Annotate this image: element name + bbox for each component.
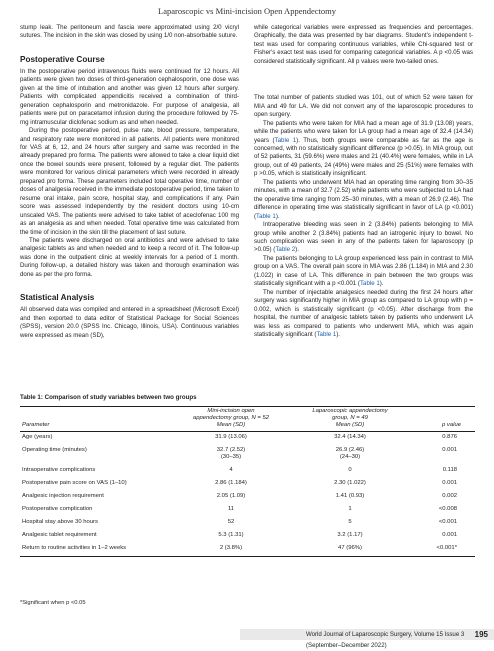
cell-parameter: Analgesic injection requirement — [22, 493, 104, 499]
paragraph: while categorical variables were expressed as frequencies and percentages. Graphically, the data was presented by bar diagrams. Student's independent t-test was used for comparing continuous variables, while Chi-squared test or Fisher's exact test was used for comparing categorical variables. A p <0.05 was considered statistically significant. All p values were two-tailed ones. — [254, 24, 473, 65]
cell-la: 26.9 (2.46) (24–30) — [335, 447, 365, 460]
table-row — [20, 491, 475, 504]
header-mia: Mini-incision open appendectomy group, N = 52 Mean (SD) — [192, 408, 270, 428]
cell-mia: 5.3 (1.31) — [218, 532, 244, 538]
section-heading-statistical-analysis: Statistical Analysis — [20, 293, 95, 303]
paragraph: Intraoperative bleeding was seen in 2 (3.84%) patients belonging to MIA group while another 2 (3.84%) patients had an iatrogenic injury to bowel. No such complication was seen in any of the patients taken for laparoscopy (p >0.05) (Table 2). — [254, 221, 473, 254]
paragraph: During the postoperative period, pulse rate, blood pressure, temperature, and respiratory rate were monitored in all patients. All patients were monitored for VAS at 6, 12, and 24 hours after surgery and same was recorded in the already prepared pro forma. The patients were allowed to take a clear liquid diet once the bowel sounds were present, followed by a regular diet. The patients were monitored for various clinical parameters which were recorded in already prepared pro forma. These parameters included total operative time, number of doses of analgesia received in the immediate postoperative period, time taken to resume oral intake, pain score, hospital stay, and complications if any. Pain score was assessed independently by the resident doctors using 10-cm unscaled VAS. The patients were advised to take tablet of aceclofenac 100 mg as an analgesia as and when needed. Total operative time was calculated from the time of incision in the skin till the placement of last suture. — [20, 127, 239, 236]
left-column — [20, 24, 239, 340]
cell-mia: 32.7 (2.52) (30–35) — [216, 447, 246, 460]
cell-mia: 2.86 (1.184) — [215, 480, 247, 486]
cell-la: 3.2 (1.17) — [337, 532, 363, 538]
cell-la: 0 — [348, 467, 352, 473]
cell-parameter: Hospital stay above 30 hours — [22, 519, 98, 525]
cell-parameter: Postoperative pain score on VAS (1–10) — [22, 480, 127, 486]
cell-la: 5 — [348, 519, 352, 525]
cell-mia: 31.9 (13.06) — [215, 434, 247, 440]
paragraph: The patients who were taken for MIA had a mean age of 31.9 (13.08) years, while the patients who were taken for LA group had a mean age of 32.4 (14.34) years (Table 1). Thus, both groups were comparable as far as the age is concerned, with no statistically significant difference (p >0.05). In MIA group, out of 52 patients, 31 (59.6%) were males and 21 (40.4%) were females, while in LA group, out of 49 patients, 24 (49%) were males and 25 (51%) were females with p >0.05, which is statistically insignificant. — [254, 119, 473, 178]
paragraph: The patients were discharged on oral antibiotics and were advised to take analgesic tablets as and when needed and to keep a record of it. The follow-up was done in the outpatient clinic at weekly intervals for a period of 1 month. During follow-up, a detailed history was taken and thorough examination was done as per the pro forma. — [20, 236, 239, 278]
table-1-link[interactable]: Table 1 — [274, 136, 297, 144]
cell-parameter: Operating time (minutes) — [22, 447, 87, 453]
cell-la: 1 — [348, 506, 352, 512]
table-row — [20, 517, 475, 530]
table-2-link[interactable]: Table 2 — [275, 246, 296, 254]
table-row — [20, 504, 475, 517]
cell-p-value: 0.876 — [442, 434, 457, 440]
header-la: Laparoscopic appendectomy group, N = 49 Mean (SD) — [312, 408, 388, 428]
page-number: 195 — [474, 630, 488, 639]
cell-parameter: Analgesic tablet requirement — [22, 532, 97, 538]
cell-la: 1.41 (0.93) — [335, 493, 365, 499]
cell-mia: 4 — [229, 467, 233, 473]
table-row — [20, 445, 475, 465]
right-column — [254, 24, 473, 339]
footer-band — [240, 629, 494, 649]
table-row — [20, 432, 475, 446]
table-caption: Table 1: Comparison of study variables between two groups — [20, 394, 197, 401]
table-header-row — [20, 407, 475, 432]
cell-la: 32.4 (14.34) — [334, 434, 366, 440]
section-heading-postoperative-course: Postoperative Course — [20, 54, 105, 64]
table-row — [20, 530, 475, 543]
comparison-table — [20, 406, 475, 557]
table-body — [20, 432, 475, 557]
cell-mia: 2.05 (1.09) — [216, 493, 246, 499]
cell-la: 2.30 (1.022) — [334, 480, 366, 486]
table-1-link[interactable]: Table 1 — [316, 330, 337, 338]
table-row — [20, 465, 475, 478]
cell-p-value: 0.118 — [442, 467, 457, 473]
table-1-link[interactable]: Table 1 — [359, 280, 380, 288]
cell-p-value: 0.001 — [442, 480, 457, 486]
table-1-link[interactable]: Table 1 — [256, 212, 276, 220]
cell-parameter: Intraoperative complications — [22, 467, 96, 473]
running-head: Laparoscopic vs Mini-incision Open Appendectomy — [158, 6, 336, 16]
cell-parameter: Return to routine activities in 1–2 weeks — [22, 545, 127, 551]
paragraph: The patients who underwent MIA had an operating time ranging from 30–35 minutes, with a mean of 32.7 (2.52) while patients who were subjected to LA had the operative time ranging from 25–30 minutes, with a mean of 26.9 (2.46). The difference in operating time was statistically significant in favor of LA (p <0.001) (Table 1). — [254, 178, 473, 220]
cell-la: 47 (96%) — [338, 545, 362, 551]
paragraph: The total number of patients studied was 101, out of which 52 were taken for MIA and 49 for LA. We did not convert any of the laparoscopic procedures to open surgery. — [254, 94, 473, 119]
cell-p-value: <0.008 — [438, 506, 457, 512]
cell-p-value: 0.001 — [442, 447, 457, 453]
cell-mia: 11 — [227, 506, 235, 512]
cell-mia: 52 — [227, 519, 235, 525]
cell-parameter: Age (years) — [22, 434, 53, 440]
paragraph: The number of injectable analgesics needed during the first 24 hours after surgery was significantly higher in MIA group as compared to LA group with p = 0.002, which is statistically significant (p <0.05). After discharge from the hospital, the number of analgesic tablets taken by patients who underwent LA was less as compared to patients who underwent MIA, which was again statistically significant (Table 1). — [254, 288, 473, 338]
paragraph: The patients belonging to LA group experienced less pain in contrast to MIA group on a VAS. The overall pain score in MIA was 2.86 (1.184) in MIA and 2.30 (1.022) in case of LA. This difference in pain between the two groups was statistically significant with a p <0.001 (Table 1). — [254, 254, 473, 288]
journal-citation: World Journal of Laparoscopic Surgery, Volume 15 Issue 3 (September–December 2022) — [306, 631, 465, 649]
table-row — [20, 543, 475, 557]
table-footnote: *Significant when p <0.05 — [20, 600, 86, 606]
cell-parameter: Postoperative complication — [22, 506, 93, 512]
table-row — [20, 478, 475, 491]
cell-p-value: 0.001 — [442, 532, 457, 538]
cell-mia: 2 (3.8%) — [219, 545, 243, 551]
paragraph: In the postoperative period intravenous fluids were continued for 12 hours. All patients were given two doses of third-generation cephalosporin, one dose was given at the time of intubation and another was given 12 hours after surgery. Patients with complicated appendicitis received a combination of third-generation cephalosporin and metronidazole. For purpose of analgesia, all patients were put on paracetamol infusion during the procedure followed by 75-mg intramuscular diclofenac sodium as and when needed. — [20, 67, 239, 126]
header-p-value: p value — [442, 422, 461, 428]
cell-p-value: <0.001* — [436, 545, 457, 551]
header-parameter: Parameter — [22, 422, 50, 428]
cell-p-value: <0.001 — [438, 519, 457, 525]
cell-p-value: 0.002 — [442, 493, 457, 499]
paragraph: stump leak. The peritoneum and fascia were approximated using 2/0 vicryl sutures. The incision in the skin was closed by using 1/0 non-absorbable suture. — [20, 24, 239, 40]
paragraph: All observed data was compiled and entered in a spreadsheet (Microsoft Excel) and then exported to data editor of Statistical Package for Social Sciences (SPSS), version 20.0 (SPSS Inc. Chicago, Illinois, USA). Continuous variables were expressed as mean (SD), — [20, 306, 239, 339]
